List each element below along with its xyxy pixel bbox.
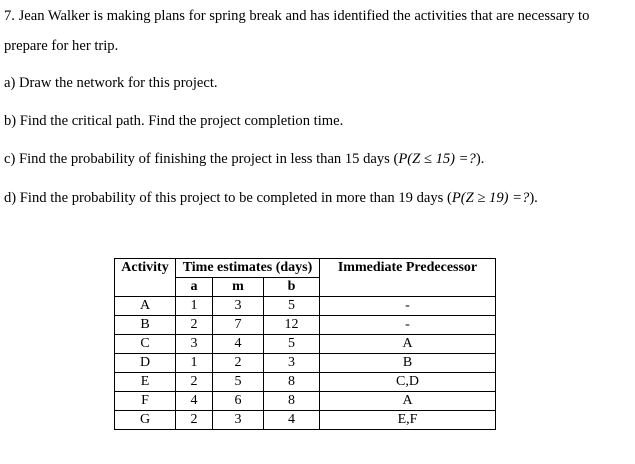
cell-activity: C (115, 335, 176, 354)
part-a: a) Draw the network for this project. (4, 75, 218, 91)
part-d-text: d) Find the probability of this project to be completed in more than 19 days ( (4, 190, 452, 206)
cell-b: 5 (264, 335, 320, 354)
cell-m: 7 (213, 316, 264, 335)
cell-a: 2 (176, 316, 213, 335)
cell-activity: A (115, 297, 176, 316)
cell-b: 8 (264, 392, 320, 411)
cell-a: 1 (176, 297, 213, 316)
header-m: m (213, 278, 264, 297)
table-row (115, 316, 496, 335)
cell-pred: - (320, 316, 496, 335)
part-d (4, 190, 538, 207)
header-predecessor: Immediate Predecessor (320, 259, 496, 297)
cell-b: 3 (264, 354, 320, 373)
cell-b: 12 (264, 316, 320, 335)
cell-b: 5 (264, 297, 320, 316)
cell-activity: B (115, 316, 176, 335)
part-d-math: P(Z ≥ 19) =? (451, 190, 530, 206)
cell-m: 4 (213, 335, 264, 354)
cell-activity: E (115, 373, 176, 392)
table-header-row (115, 259, 496, 278)
cell-pred: E,F (320, 411, 496, 430)
cell-a: 4 (176, 392, 213, 411)
header-a: a (176, 278, 213, 297)
cell-a: 2 (176, 411, 213, 430)
header-time-estimates: Time estimates (days) (176, 259, 320, 278)
cell-m: 3 (213, 411, 264, 430)
cell-pred: A (320, 335, 496, 354)
table-row (115, 297, 496, 316)
table-row (115, 392, 496, 411)
table-row (115, 335, 496, 354)
header-activity: Activity (115, 259, 176, 297)
part-d-end: ). (529, 190, 538, 206)
problem-intro-line-2: prepare for her trip. (4, 38, 119, 54)
header-b: b (264, 278, 320, 297)
part-c-math: P(Z ≤ 15) =? (398, 151, 476, 167)
cell-a: 1 (176, 354, 213, 373)
cell-pred: C,D (320, 373, 496, 392)
part-b: b) Find the critical path. Find the project completion time. (4, 113, 344, 129)
cell-activity: D (115, 354, 176, 373)
cell-b: 8 (264, 373, 320, 392)
part-c-text: c) Find the probability of finishing the project in less than 15 days ( (4, 151, 399, 167)
cell-pred: - (320, 297, 496, 316)
problem-intro-line-1: 7. Jean Walker is making plans for spring break and has identified the activities that are necessary to (4, 8, 590, 24)
cell-a: 3 (176, 335, 213, 354)
table-row (115, 373, 496, 392)
table-row (115, 354, 496, 373)
cell-m: 6 (213, 392, 264, 411)
activity-table (114, 258, 496, 430)
part-c (4, 151, 484, 168)
cell-a: 2 (176, 373, 213, 392)
cell-b: 4 (264, 411, 320, 430)
cell-m: 3 (213, 297, 264, 316)
table-row (115, 411, 496, 430)
part-c-end: ). (475, 151, 485, 167)
cell-m: 5 (213, 373, 264, 392)
cell-pred: B (320, 354, 496, 373)
cell-activity: F (115, 392, 176, 411)
cell-pred: A (320, 392, 496, 411)
cell-m: 2 (213, 354, 264, 373)
cell-activity: G (115, 411, 176, 430)
